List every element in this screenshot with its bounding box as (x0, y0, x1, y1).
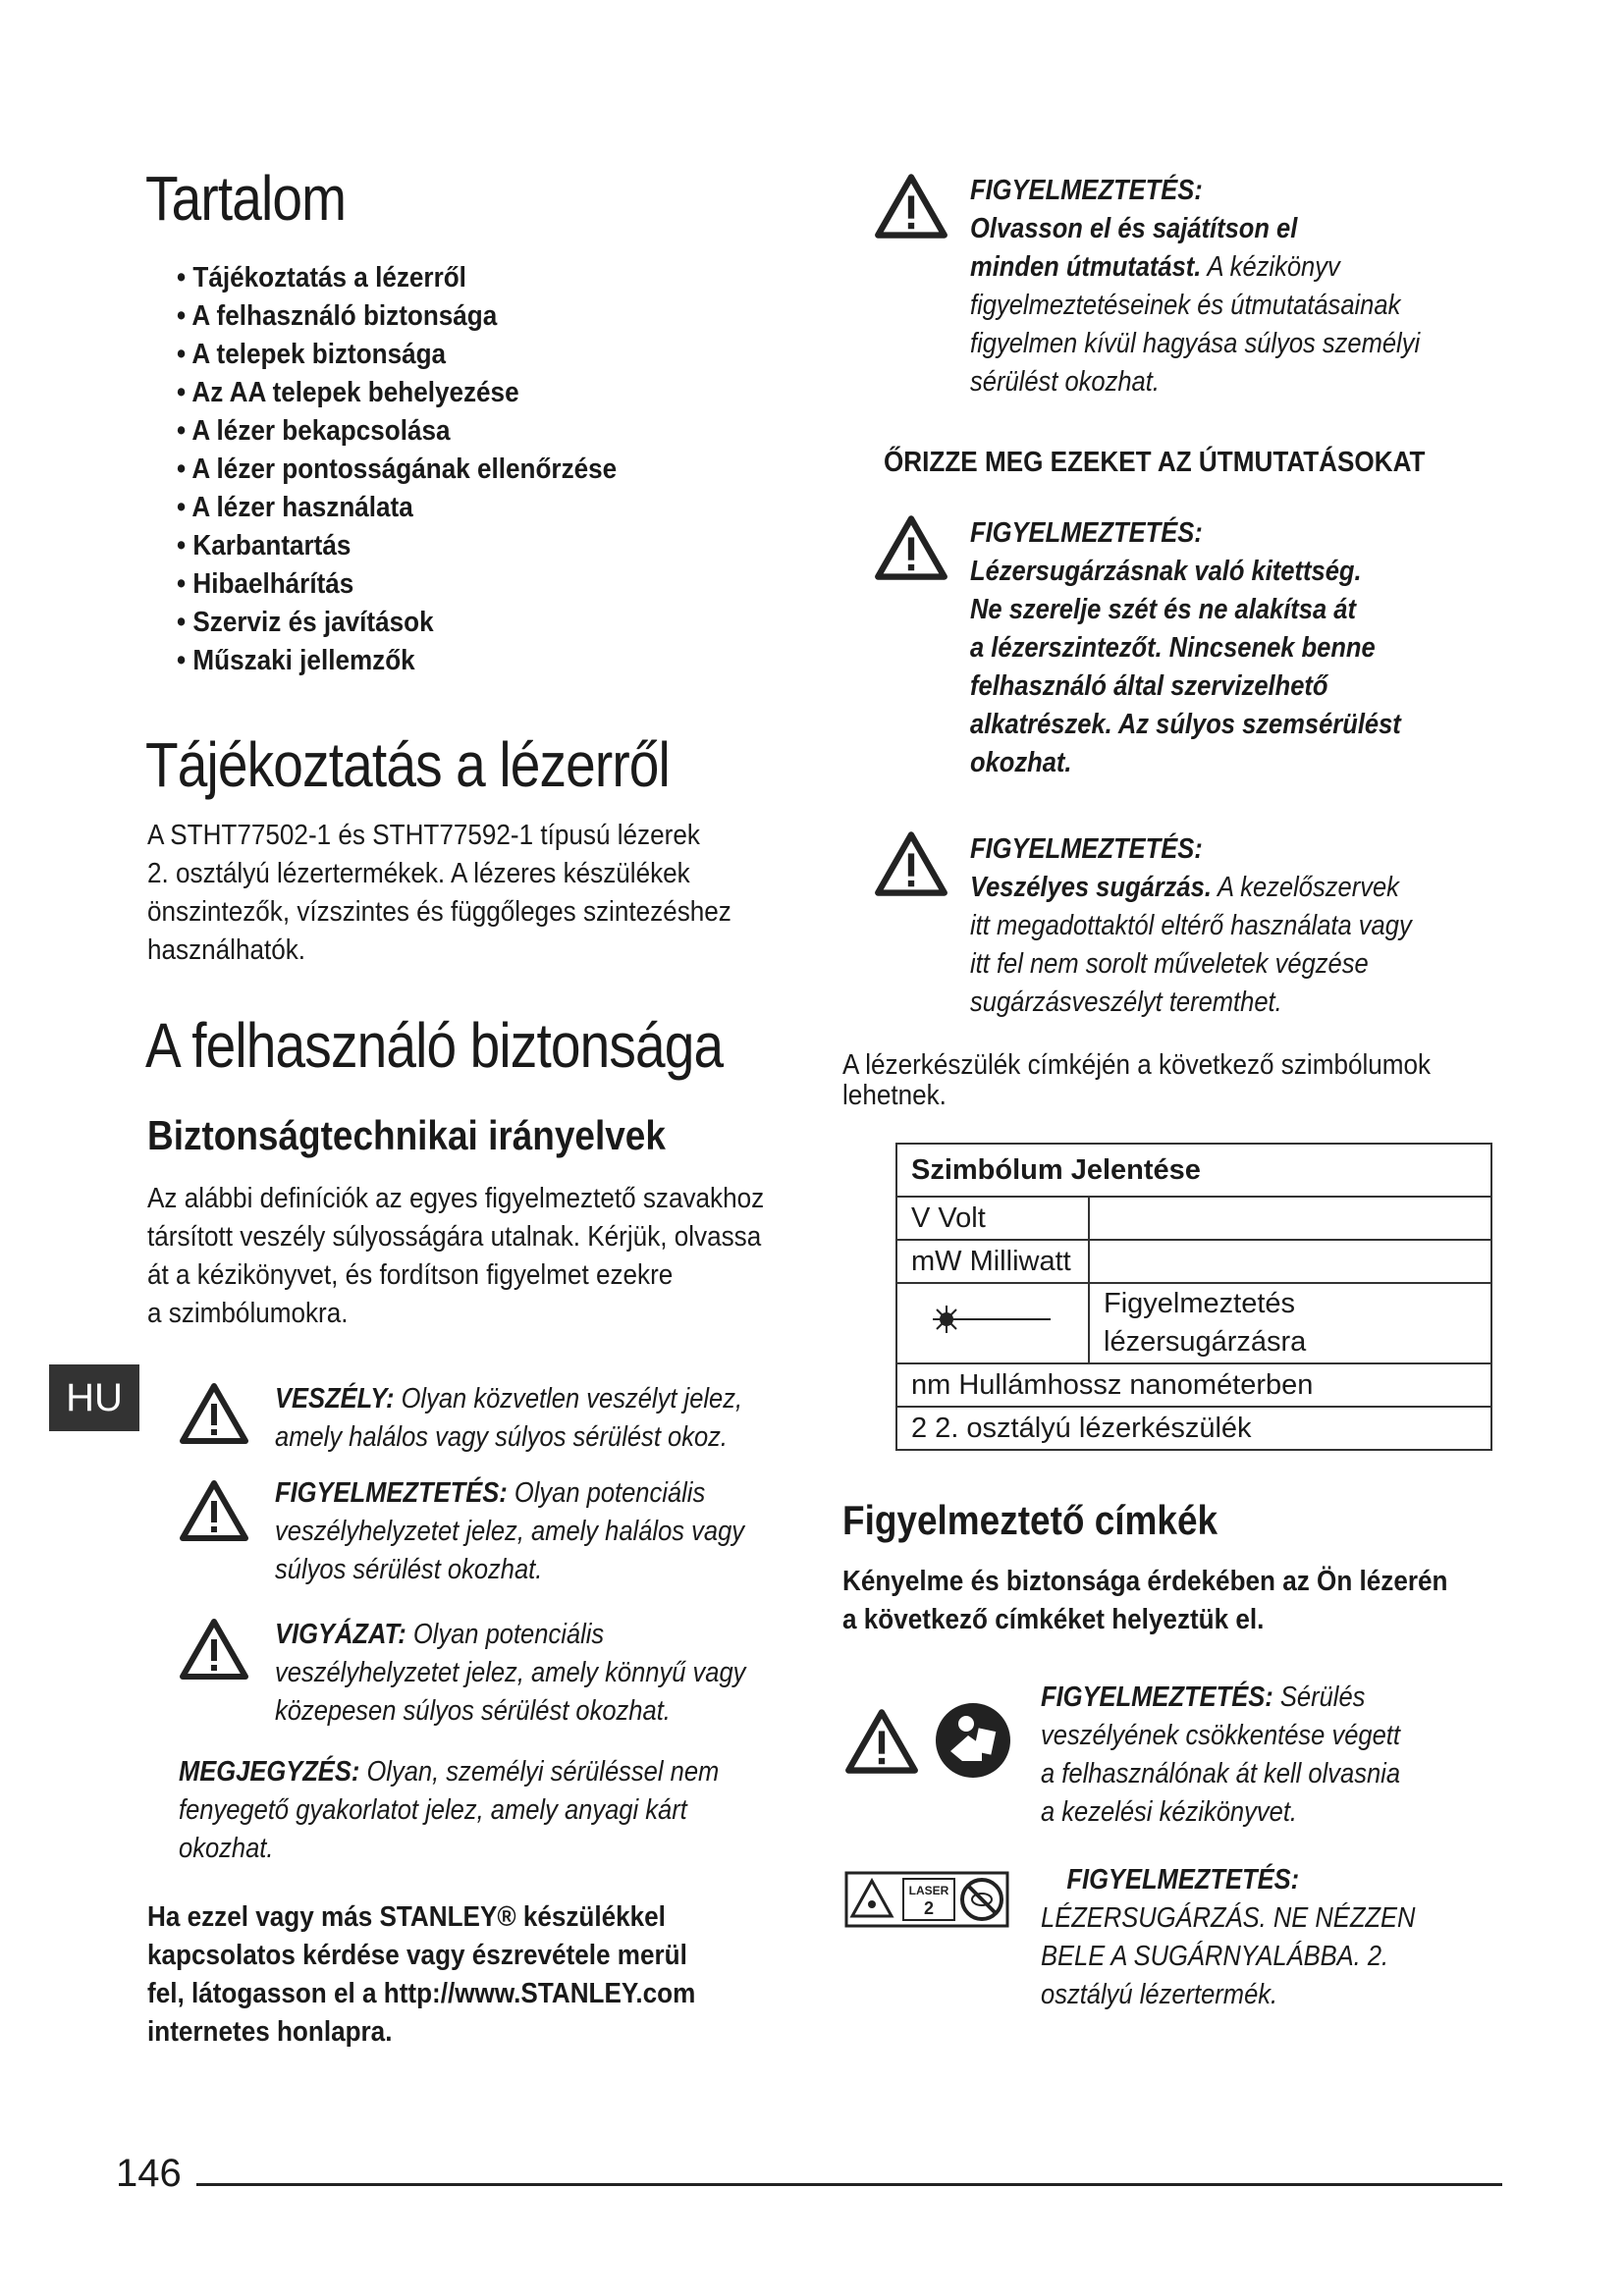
warning-triangle-icon (874, 830, 948, 897)
toc-list (177, 259, 666, 680)
toc-item[interactable]: • Tájékoztatás a lézerről (177, 259, 617, 297)
laser-exposure-warning: FIGYELMEZTETÉS: Lézersugárzásnak való kitettség. Ne szerelje szét és ne alakítsa át a lézerszintezőt. Nincsenek benne felhasználó által szervizelhető alkatrészek. Az súlyos szemsérülést okozhat. (970, 517, 1401, 778)
toc-item[interactable]: • A lézer pontosságának ellenőrzése (177, 451, 617, 489)
warning-triangle-icon (874, 514, 948, 581)
laser-beam-icon (911, 1300, 1058, 1339)
page-number: 146 (116, 2152, 182, 2195)
language-tab: HU (49, 1364, 139, 1431)
warning-triangle-icon (179, 1382, 249, 1445)
danger-definition: VESZÉLY: Olyan közvetlen veszélyt jelez, amely halálos vagy súlyos sérülést okoz. (275, 1383, 743, 1453)
table-cell: 2 2. osztályú lézerkészülék (896, 1407, 1491, 1450)
table-row: Figyelmeztetés lézersugárzásra (896, 1283, 1491, 1363)
table-header-row (896, 1144, 1491, 1197)
symbols-intro: A lézerkészülék címkéjén a következő szimbólumok lehetnek. (842, 1049, 1432, 1111)
toc-item[interactable]: • A telepek biztonsága (177, 336, 617, 374)
read-instructions-warning: FIGYELMEZTETÉS: Olvasson el és sajátítson el minden útmutatást. A kézikönyv figyelmeztetéseinek és útmutatásainak figyelmen kívül hagyása súlyos személyi sérülést okozhat. (970, 175, 1421, 398)
read-manual-icon (933, 1700, 1013, 1781)
laser-info-text: A STHT77502-1 és STHT77592-1 típusú lézerek 2. osztályú lézertermékek. A lézeres készülékek önszintezők, vízszintes és függőleges szintezéshez használhatók. (147, 820, 731, 966)
hazardous-radiation-warning: FIGYELMEZTETÉS: Veszélyes sugárzás. A kezelőszervek itt megadottaktól eltérő használata vagy itt fel nem sorolt műveletek végzése sugárzásveszélyt teremthet. (970, 833, 1412, 1018)
laser-class-number: 2 (923, 1898, 935, 1918)
toc-item[interactable]: • Karbantartás (177, 527, 617, 565)
table-cell: nm Hullámhossz nanométerben (896, 1363, 1491, 1407)
note-definition: MEGJEGYZÉS: Olyan, személyi sérüléssel nem fenyegető gyakorlatot jelez, amely anyagi kárt okozhat. (179, 1756, 720, 1864)
toc-item[interactable]: • Műszaki jellemzők (177, 642, 617, 680)
warning-labels-intro: Kényelme és biztonsága érdekében az Ön lézerén a következő címkéket helyeztük el. (842, 1566, 1448, 1635)
warning-labels-title: Figyelmeztető címkék (842, 1497, 1218, 1543)
warning-triangle-icon (179, 1479, 249, 1542)
warning-triangle-icon (844, 1708, 919, 1775)
toc-title: Tartalom (145, 163, 347, 234)
toc-item[interactable]: • A lézer bekapcsolása (177, 412, 617, 451)
laser-radiation-label: FIGYELMEZTETÉS: LÉZERSUGÁRZÁS. NE NÉZZEN BELE A SUGÁRNYALÁBBA. 2. osztályú lézertermék. (1041, 1864, 1416, 2010)
table-row (896, 1197, 1491, 1240)
table-row (896, 1240, 1491, 1283)
contact-info: Ha ezzel vagy más STANLEY® készülékkel kapcsolatos kérdése vagy észrevétele merül fel, látogasson el a http://www.STANLEY.com internetes honlapra. (147, 1901, 696, 2048)
toc-item[interactable]: • Szerviz és javítások (177, 604, 617, 642)
laser-class-label-icon (844, 1871, 1009, 1928)
safety-guidelines-subtitle: Biztonságtechnikai irányelvek (147, 1112, 666, 1158)
read-manual-label: FIGYELMEZTETÉS: Sérülés veszélyének csökkentése végett a felhasználónak át kell olvasnia a kezelési kézikönyvet. (1041, 1682, 1401, 1828)
warning-triangle-icon (874, 173, 948, 240)
table-cell: V Volt (896, 1197, 1089, 1240)
table-row (896, 1363, 1491, 1407)
table-cell: mW Milliwatt (896, 1240, 1089, 1283)
toc-item[interactable]: • A felhasználó biztonsága (177, 297, 617, 336)
table-header-cell: Szimbólum Jelentése (896, 1144, 1491, 1197)
caution-definition: VIGYÁZAT: Olyan potenciális veszélyhelyzetet jelez, amely könnyű vagy közepesen súlyos sérülést okozhat. (275, 1619, 746, 1727)
caution-triangle-icon (179, 1618, 249, 1681)
table-row (896, 1407, 1491, 1450)
safety-intro-text: Az alábbi definíciók az egyes figyelmeztető szavakhoz társított veszély súlyosságára utalnak. Kérjük, olvassa át a kézikönyvet, és fordítson figyelmet ezekre a szimbólumokra. (147, 1183, 765, 1329)
laser-info-title: Tájékoztatás a lézerről (145, 729, 670, 800)
keep-instructions-heading: ŐRIZZE MEG EZEKET AZ ÚTMUTATÁSOKAT (884, 447, 1426, 478)
toc-item[interactable]: • Hibaelhárítás (177, 565, 617, 604)
laser-word: LASER (908, 1884, 949, 1897)
warning-definition: FIGYELMEZTETÉS: Olyan potenciális veszélyhelyzetet jelez, amely halálos vagy súlyos sérülést okozhat. (275, 1477, 745, 1585)
toc-item[interactable]: • Az AA telepek behelyezése (177, 374, 617, 412)
user-safety-title: A felhasználó biztonsága (145, 1010, 724, 1081)
toc-item[interactable]: • A lézer használata (177, 489, 617, 527)
footer-rule (196, 2183, 1502, 2186)
symbols-table (895, 1143, 1492, 1451)
